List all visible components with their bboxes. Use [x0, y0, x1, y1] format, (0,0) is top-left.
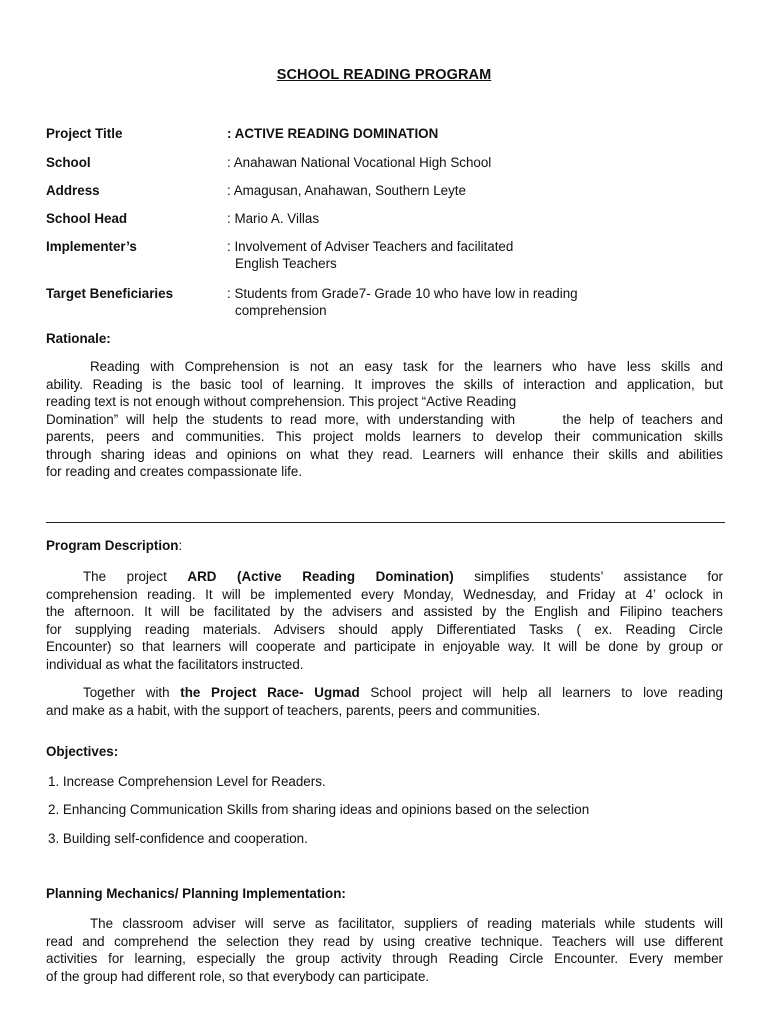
- page-title: SCHOOL READING PROGRAM: [276, 67, 492, 83]
- paragraph-line: the afternoon. It will be facilitated by the advisers and assisted by the English and Filipino teachers: [46, 604, 723, 619]
- paragraph-line: read and comprehend the selection they read by using creative technique. Teachers will use different: [46, 933, 723, 949]
- info-value-line: comprehension: [235, 303, 327, 318]
- rationale-heading: Rationale:: [46, 331, 111, 346]
- info-value-line: English Teachers: [235, 256, 337, 271]
- info-label: School Head: [46, 211, 128, 226]
- program-description-heading: [46, 538, 182, 553]
- paragraph-line: activities for learning, especially the group activity through Reading Circle Encounter. Every member: [46, 951, 723, 966]
- info-value-line: : Students from Grade7- Grade 10 who have low in reading: [227, 286, 578, 301]
- objectives-heading: Objectives:: [46, 744, 119, 759]
- info-value: : Anahawan National Vocational High School: [227, 155, 492, 170]
- program-description-paragraph-1: [46, 568, 723, 673]
- info-value: : ACTIVE READING DOMINATION: [227, 126, 439, 141]
- info-value-line: : Involvement of Adviser Teachers and facilitated: [227, 239, 514, 254]
- paragraph-line: Domination” will help the students to read more, with understanding with the help of teachers and: [46, 411, 723, 427]
- text-run: Together with: [83, 685, 181, 700]
- info-label: Project Title: [46, 126, 123, 141]
- paragraph-line: parents, peers and communities. This project molds learners to develop their communication skills: [46, 429, 723, 444]
- info-label: Implementer’s: [46, 239, 137, 254]
- objective-item: 1. Increase Comprehension Level for Readers.: [48, 774, 326, 789]
- paragraph-line: comprehension reading. It will be implemented every Monday, Wednesday, and Friday at 4’ oclock in: [46, 586, 723, 602]
- paragraph-line: and make as a habit, with the support of teachers, parents, peers and communities.: [46, 702, 541, 718]
- program-description-paragraph-2: [46, 684, 723, 719]
- paragraph-line: Reading with Comprehension is not an easy task for the learners who have less skills and: [90, 359, 723, 374]
- paragraph-line: for reading and creates compassionate life.: [46, 464, 303, 479]
- paragraph-line: through sharing ideas and opinions on what they read. Learners will enhance their skills and abilities: [46, 446, 723, 462]
- info-value: : Mario A. Villas: [227, 211, 320, 226]
- paragraph-line: Encounter) so that learners will cooperate and participate in enjoyable way. It will be done by group or: [46, 639, 723, 654]
- info-value: [227, 238, 727, 272]
- paragraph-line: of the group had different role, so that everybody can participate.: [46, 968, 430, 984]
- paragraph-line: The classroom adviser will serve as facilitator, suppliers of reading materials while students will: [90, 916, 723, 931]
- text-run-bold: ARD (Active Reading Domination): [187, 569, 454, 584]
- planning-heading: Planning Mechanics/ Planning Implementation:: [46, 886, 346, 901]
- text-run: simplifies students’ assistance for: [453, 569, 723, 584]
- paragraph-line: [46, 568, 723, 586]
- objective-item: 3. Building self-confidence and cooperation.: [48, 831, 308, 846]
- objective-item: 2. Enhancing Communication Skills from sharing ideas and opinions based on the selection: [48, 802, 590, 817]
- heading-text: Program Description: [46, 538, 179, 553]
- planning-paragraph: [46, 915, 723, 985]
- info-value: [227, 285, 727, 319]
- info-label: Address: [46, 183, 100, 198]
- info-label: School: [46, 155, 91, 170]
- paragraph-line: ability. Reading is the basic tool of learning. It improves the skills of interaction and application, but: [46, 376, 723, 392]
- section-divider: [46, 522, 725, 523]
- paragraph-line: individual as what the facilitators instructed.: [46, 656, 304, 672]
- text-run: School project will help all learners to love reading: [359, 685, 723, 700]
- info-value: : Amagusan, Anahawan, Southern Leyte: [227, 183, 466, 198]
- info-label: Target Beneficiaries: [46, 286, 174, 301]
- paragraph-line: for supplying reading materials. Advisers should apply Differentiated Tasks ( ex. Reading Circle: [46, 621, 723, 637]
- text-run: The project: [83, 569, 188, 584]
- rationale-paragraph: [46, 358, 723, 481]
- text-run-bold: the Project Race- Ugmad: [180, 685, 360, 700]
- heading-suffix: :: [178, 538, 183, 553]
- paragraph-line: [46, 684, 723, 702]
- paragraph-line: reading text is not enough without comprehension. This project “Active Reading: [46, 394, 517, 409]
